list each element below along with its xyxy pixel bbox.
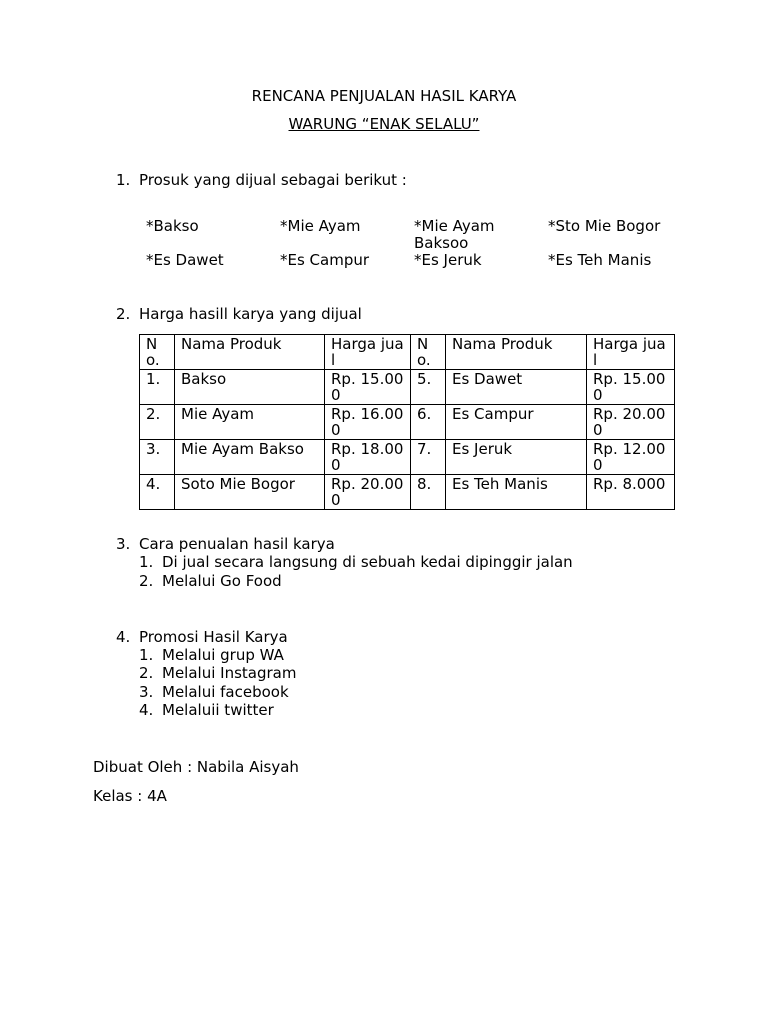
section-number: 2.: [116, 305, 131, 323]
table-row: [140, 440, 675, 475]
author-line: Dibuat Oleh : Nabila Aisyah: [93, 758, 299, 776]
table-cell: Es Teh Manis: [446, 475, 587, 510]
product-item: *Es Campur: [280, 251, 370, 269]
document-title: RENCANA PENJUALAN HASIL KARYA: [251, 87, 517, 105]
table-header-cell: No.: [411, 335, 446, 370]
list-item-number: 1.: [139, 646, 154, 664]
list-item: Melaluii twitter: [162, 701, 274, 719]
section-number: 4.: [116, 628, 131, 646]
list-item-number: 1.: [139, 553, 154, 571]
section-heading: Prosuk yang dijual sebagai berikut :: [139, 171, 407, 189]
table-cell: Rp. 20.000: [587, 405, 675, 440]
table-header-cell: Harga jual: [325, 335, 411, 370]
table-cell: 5.: [411, 370, 446, 405]
product-item: *Bakso: [146, 217, 199, 235]
table-cell: Es Campur: [446, 405, 587, 440]
list-item: Di jual secara langsung di sebuah kedai dipinggir jalan: [162, 553, 573, 571]
list-item: Melalui grup WA: [162, 646, 284, 664]
list-item-number: 3.: [139, 683, 154, 701]
table-cell: Rp. 18.000: [325, 440, 411, 475]
list-item: Melalui facebook: [162, 683, 289, 701]
table-cell: 2.: [140, 405, 175, 440]
table-cell: Mie Ayam: [175, 405, 325, 440]
table-header-cell: Harga jual: [587, 335, 675, 370]
table-cell: Rp. 12.000: [587, 440, 675, 475]
list-item-number: 4.: [139, 701, 154, 719]
table-cell: Mie Ayam Bakso: [175, 440, 325, 475]
table-header-row: [140, 335, 675, 370]
section-heading: Harga hasill karya yang dijual: [139, 305, 362, 323]
table-header-cell: Nama Produk: [446, 335, 587, 370]
table-cell: Rp. 20.000: [325, 475, 411, 510]
table-cell: 6.: [411, 405, 446, 440]
table-row: [140, 405, 675, 440]
price-table: [139, 334, 675, 510]
table-cell: Bakso: [175, 370, 325, 405]
table-cell: 3.: [140, 440, 175, 475]
table-row: [140, 370, 675, 405]
product-item: *Es Jeruk: [414, 251, 482, 269]
section-heading: Cara penualan hasil karya: [139, 535, 335, 553]
table-cell: Rp. 16.000: [325, 405, 411, 440]
product-item: *Es Dawet: [146, 251, 224, 269]
table-header-cell: No.: [140, 335, 175, 370]
section-heading: Promosi Hasil Karya: [139, 628, 288, 646]
product-item: *Mie Ayam Baksoo: [414, 217, 495, 252]
document-subtitle: WARUNG “ENAK SELALU”: [288, 115, 480, 133]
table-cell: Rp. 8.000: [587, 475, 675, 510]
table-cell: 7.: [411, 440, 446, 475]
table-cell: Es Jeruk: [446, 440, 587, 475]
table-cell: Soto Mie Bogor: [175, 475, 325, 510]
list-item: Melalui Go Food: [162, 572, 282, 590]
class-line: Kelas : 4A: [93, 787, 167, 805]
table-header-cell: Nama Produk: [175, 335, 325, 370]
table-cell: Rp. 15.000: [587, 370, 675, 405]
table-cell: 8.: [411, 475, 446, 510]
product-item: *Sto Mie Bogor: [548, 217, 661, 235]
product-item: *Mie Ayam: [280, 217, 361, 235]
list-item-number: 2.: [139, 572, 154, 590]
table-cell: Es Dawet: [446, 370, 587, 405]
list-item: Melalui Instagram: [162, 664, 297, 682]
table-cell: 1.: [140, 370, 175, 405]
section-number: 3.: [116, 535, 131, 553]
table-cell: Rp. 15.000: [325, 370, 411, 405]
product-item: *Es Teh Manis: [548, 251, 652, 269]
table-row: [140, 475, 675, 510]
table-cell: 4.: [140, 475, 175, 510]
section-number: 1.: [116, 171, 131, 189]
list-item-number: 2.: [139, 664, 154, 682]
